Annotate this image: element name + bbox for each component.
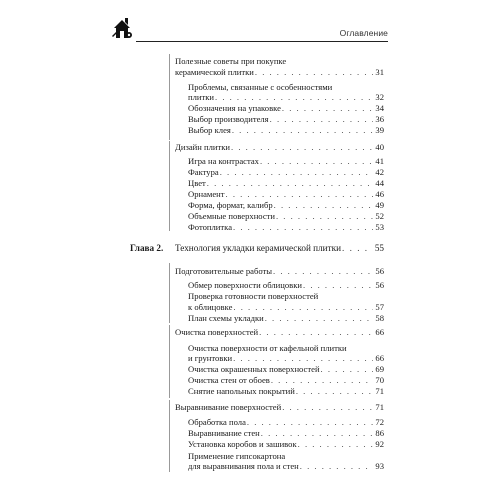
- toc-entry[interactable]: [188, 167, 384, 177]
- dot-leader: [273, 266, 373, 276]
- dot-leader: [220, 167, 373, 177]
- dot-leader: [274, 200, 373, 210]
- toc-page-number: 53: [375, 222, 384, 232]
- dot-leader: [255, 67, 373, 77]
- toc-page-number: 72: [375, 417, 384, 427]
- toc-entry-label: План схемы укладки: [188, 313, 264, 323]
- toc-entry[interactable]: [175, 402, 384, 412]
- dot-leader: [260, 156, 373, 166]
- toc-page-number: 49: [375, 200, 384, 210]
- toc-entry-label: плитки: [188, 92, 215, 102]
- toc-page-number: 58: [375, 313, 384, 323]
- toc-entry-label: Объемные поверхности: [188, 211, 275, 221]
- toc-entry[interactable]: [188, 461, 384, 471]
- dot-leader: [233, 302, 373, 312]
- toc-page-number: 57: [375, 302, 384, 312]
- dot-leader: [298, 439, 373, 449]
- toc-entry-label: Выбор клея: [188, 125, 231, 135]
- toc-entry-line1: Применение гипсокартона: [188, 451, 286, 461]
- toc-entry-label: и грунтовки: [188, 353, 233, 363]
- toc-entry-label: Установка коробов и зашивок: [188, 439, 297, 449]
- toc-entry-line1: Полезные советы при покупке: [175, 56, 287, 66]
- dot-leader: [265, 313, 373, 323]
- toc-entry[interactable]: [188, 280, 384, 290]
- dot-leader: [276, 211, 373, 221]
- toc-entry-label: для выравнивания пола и стен: [188, 461, 299, 471]
- toc-entry-label: Обмер поверхности облицовки: [188, 280, 303, 290]
- toc-page-number: 41: [375, 156, 384, 166]
- toc-entry-label: Форма, формат, калибр: [188, 200, 273, 210]
- toc-entry-label: Фотоплитка: [188, 222, 233, 232]
- toc-entry-label: Обозначения на упаковке: [188, 103, 281, 113]
- toc-entry[interactable]: [175, 67, 384, 77]
- toc-page-number: 40: [375, 142, 384, 152]
- toc-page-number: 70: [375, 375, 384, 385]
- toc-entry[interactable]: [188, 92, 384, 102]
- toc-entry-label: Выбор производителя: [188, 114, 269, 124]
- toc-entry-line1: Очистка поверхности от кафельной плитки: [188, 343, 347, 353]
- toc-entry-label: Обработка пола: [188, 417, 246, 427]
- toc-page-number: 56: [375, 280, 384, 290]
- dot-leader: [232, 125, 373, 135]
- toc-entry-label: Очистка стен от обоев: [188, 375, 270, 385]
- toc-page-number: 55: [374, 243, 384, 253]
- toc-entry[interactable]: [188, 439, 384, 449]
- toc-entry[interactable]: [188, 200, 384, 210]
- toc-entry[interactable]: [188, 114, 384, 124]
- dot-leader: [282, 103, 373, 113]
- dot-leader: [303, 280, 373, 290]
- toc-entry-label: керамической плитки: [175, 67, 254, 77]
- dot-leader: [270, 114, 373, 124]
- toc-entry[interactable]: [188, 353, 384, 363]
- toc-page-number: 66: [375, 353, 384, 363]
- toc-entry[interactable]: [188, 125, 384, 135]
- toc-page-number: 32: [375, 92, 384, 102]
- toc-entry[interactable]: [188, 417, 384, 427]
- dot-leader: [259, 327, 373, 337]
- dot-leader: [261, 428, 373, 438]
- toc-entry[interactable]: [188, 222, 384, 232]
- dot-leader: [282, 402, 373, 412]
- toc-page-number: 52: [375, 211, 384, 221]
- toc-entry[interactable]: [188, 386, 384, 396]
- toc-page-number: 42: [375, 167, 384, 177]
- toc-entry[interactable]: [188, 364, 384, 374]
- toc-page-number: 34: [375, 103, 384, 113]
- dot-leader: [233, 353, 373, 363]
- toc-entry-label: Очистка поверхностей: [175, 327, 259, 337]
- toc-entry-label: Дизайн плитки: [175, 142, 231, 152]
- toc-entry-line1: Проверка готовности поверхностей: [188, 291, 319, 301]
- dot-leader: [321, 364, 373, 374]
- toc-page-number: 71: [375, 402, 384, 412]
- toc-entry-label: Орнамент: [188, 189, 225, 199]
- section-bar: [169, 54, 170, 140]
- chapter-number: Глава 2.: [130, 243, 164, 253]
- toc-entry[interactable]: [175, 327, 384, 337]
- toc-page-number: 56: [375, 266, 384, 276]
- toc-page-number: 66: [375, 327, 384, 337]
- toc-entry-label: Выравнивание стен: [188, 428, 260, 438]
- dot-leader: [247, 417, 373, 427]
- toc-page-number: 44: [375, 178, 384, 188]
- toc-entry[interactable]: [188, 313, 384, 323]
- toc-entry-label: Очистка окрашенных поверхностей: [188, 364, 320, 374]
- toc-entry-label: Выравнивание поверхностей: [175, 402, 282, 412]
- toc-entry-label: Игра на контрастах: [188, 156, 259, 166]
- toc-entry-label: Технология укладки керамической плитки: [175, 243, 341, 253]
- toc-page-number: 69: [375, 364, 384, 374]
- section-bar: [169, 141, 170, 231]
- toc-entry[interactable]: [188, 156, 384, 166]
- toc-entry-line1: Проблемы, связанные с особенностями: [188, 82, 333, 92]
- dot-leader: [215, 92, 373, 102]
- dot-leader: [233, 222, 373, 232]
- section-bar: [169, 263, 170, 323]
- toc-entry[interactable]: [188, 302, 384, 312]
- section-bar: [169, 325, 170, 398]
- running-header-title: Оглавление: [339, 28, 388, 38]
- toc-page-number: 39: [375, 125, 384, 135]
- dot-leader: [296, 386, 373, 396]
- toc-entry[interactable]: [188, 211, 384, 221]
- toc-entry[interactable]: [188, 189, 384, 199]
- dot-leader: [300, 461, 373, 471]
- dot-leader: [231, 142, 373, 152]
- toc-page-number: 93: [375, 461, 384, 471]
- toc-entry-label: Цвет: [188, 178, 206, 188]
- toc-entry[interactable]: [188, 428, 384, 438]
- toc-entry-label: к облицовке: [188, 302, 233, 312]
- toc-entry[interactable]: [175, 142, 384, 152]
- toc-entry-label: Фактура: [188, 167, 219, 177]
- toc-entry[interactable]: [188, 103, 384, 113]
- toc-entry[interactable]: [188, 178, 384, 188]
- toc-page-number: 86: [375, 428, 384, 438]
- dot-leader: [271, 375, 373, 385]
- toc-page-number: 71: [375, 386, 384, 396]
- toc-chapter-entry[interactable]: [175, 243, 384, 254]
- toc-page-number: 46: [375, 189, 384, 199]
- toc-page-number: 36: [375, 114, 384, 124]
- dot-leader: [226, 189, 373, 199]
- toc-entry-label: Подготовительные работы: [175, 266, 273, 276]
- toc-page-number: 92: [375, 439, 384, 449]
- dot-leader: [342, 243, 373, 254]
- toc-page-number: 31: [375, 67, 384, 77]
- toc-entry[interactable]: [175, 266, 384, 276]
- toc-entry-label: Снятие напольных покрытий: [188, 386, 295, 396]
- section-bar: [169, 400, 170, 472]
- toc-entry[interactable]: [188, 375, 384, 385]
- dot-leader: [207, 178, 373, 188]
